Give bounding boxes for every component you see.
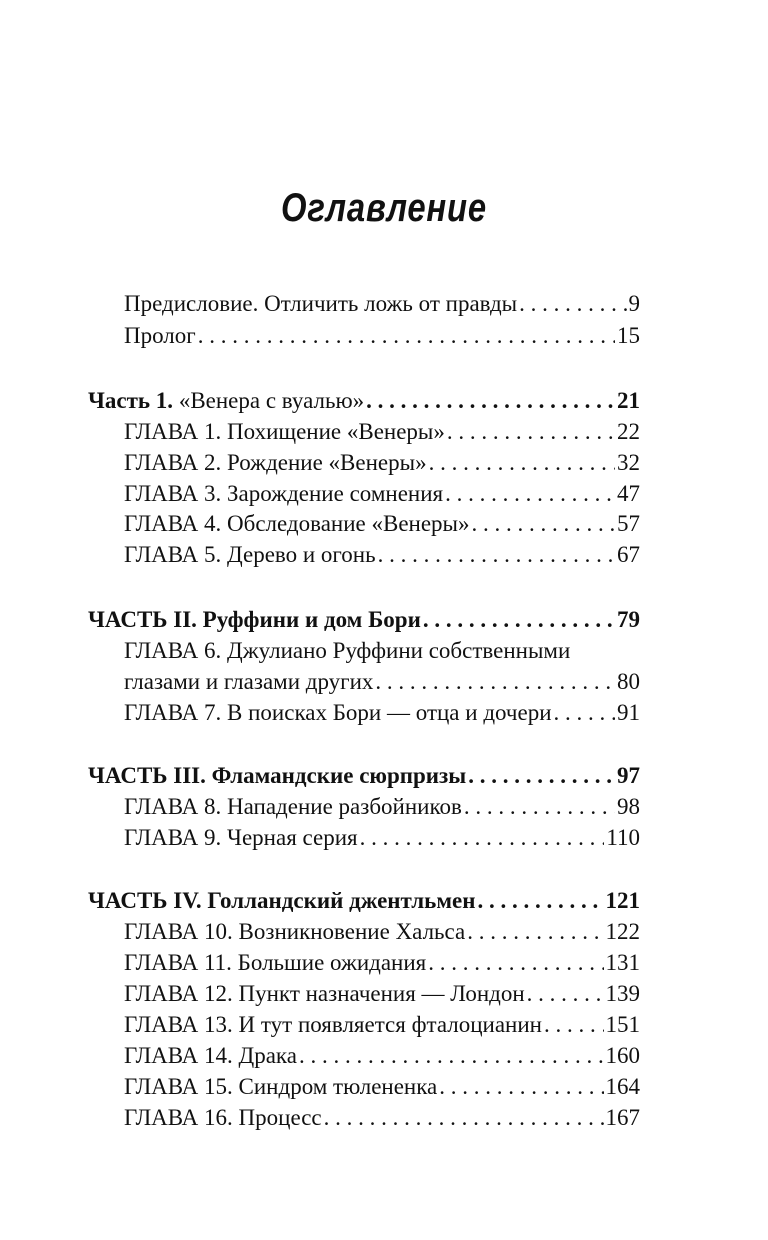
leader-dots (324, 1103, 604, 1133)
toc-entry-label: ГЛАВА 3. Зарождение сомнения (124, 481, 444, 506)
part-name: Фламандские сюрпризы (211, 763, 467, 788)
toc-part-1[interactable] (88, 386, 640, 416)
toc-entry-label-continued: глазами и глазами других (124, 669, 374, 694)
toc-page-number: 9 (628, 291, 640, 316)
toc-chapter-9[interactable] (124, 823, 640, 853)
leader-dots (554, 698, 615, 728)
leader-dots (429, 448, 615, 478)
toc-entry-label: ГЛАВА 16. Процесс (124, 1105, 322, 1130)
leader-dots (467, 917, 603, 947)
leader-dots (299, 1041, 604, 1071)
toc-chapter-5[interactable] (124, 540, 640, 570)
leader-dots (378, 540, 615, 570)
toc-part-label (88, 886, 475, 916)
toc-page-number: 21 (617, 388, 640, 413)
toc-entry-label: ГЛАВА 13. И тут появляется фталоцианин (124, 1012, 542, 1037)
toc-chapter-16[interactable] (124, 1103, 640, 1133)
toc-entry-label: ГЛАВА 1. Похищение «Венеры» (124, 419, 445, 444)
leader-dots (366, 386, 615, 416)
toc-page-number: 15 (617, 323, 640, 348)
toc-part-label (88, 761, 466, 791)
leader-dots (527, 979, 604, 1009)
toc-part-3[interactable] (88, 761, 640, 791)
toc-page-number: 80 (617, 669, 640, 694)
toc-chapter-10[interactable] (124, 917, 640, 947)
toc-entry-label: Пролог (124, 323, 196, 348)
part-prefix: ЧАСТЬ III. (88, 763, 206, 788)
toc-entry-label: ГЛАВА 2. Рождение «Венеры» (124, 450, 427, 475)
toc-page-number: 91 (617, 700, 640, 725)
leader-dots (360, 823, 605, 853)
toc-page-number: 47 (617, 481, 640, 506)
leader-dots (544, 1010, 604, 1040)
leader-dots (445, 479, 615, 509)
page-title: Оглавление (281, 186, 487, 230)
toc-entry-label: ГЛАВА 9. Черная серия (124, 825, 358, 850)
toc-chapter-13[interactable] (124, 1010, 640, 1040)
toc-chapter-11[interactable] (124, 948, 640, 978)
toc-part-label (88, 605, 421, 635)
leader-dots (464, 792, 615, 822)
toc-page-number: 110 (606, 825, 640, 850)
toc-page-number: 122 (605, 919, 640, 944)
leader-dots (428, 948, 603, 978)
toc-chapter-14[interactable] (124, 1041, 640, 1071)
toc-entry-label: ГЛАВА 14. Драка (124, 1043, 297, 1068)
leader-dots (198, 321, 615, 351)
leader-dots (447, 417, 615, 447)
leader-dots (472, 509, 616, 539)
toc-page-number: 32 (617, 450, 640, 475)
leader-dots (375, 667, 615, 697)
toc-chapter-15[interactable] (124, 1072, 640, 1102)
toc-chapter-4[interactable] (124, 509, 640, 539)
toc-entry-label: ГЛАВА 15. Синдром тюлененка (124, 1074, 438, 1099)
toc-page-number: 131 (605, 950, 640, 975)
toc-page-number: 151 (605, 1012, 640, 1037)
toc-chapter-3[interactable] (124, 479, 640, 509)
toc-page-number: 160 (605, 1043, 640, 1068)
part-name: Голландский джентльмен (207, 888, 476, 913)
leader-dots (477, 886, 603, 916)
toc-chapter-7[interactable] (124, 698, 640, 728)
toc-chapter-8[interactable] (124, 792, 640, 822)
toc-part-label (88, 386, 364, 416)
leader-dots (468, 761, 615, 791)
toc-page-number: 22 (617, 419, 640, 444)
toc-page-number: 139 (605, 981, 640, 1006)
toc-entry-label: ГЛАВА 11. Большие ожидания (124, 950, 427, 975)
toc-chapter-6-line-2[interactable] (124, 667, 640, 697)
toc-entry-label: Предисловие. Отличить ложь от правды (124, 291, 518, 316)
leader-dots (439, 1072, 603, 1102)
part-name: Руффини и дом Бори (202, 607, 421, 632)
toc-entry-prologue[interactable] (124, 321, 640, 351)
toc-entry-label: ГЛАВА 8. Нападение разбойников (124, 794, 462, 819)
toc-page-number: 67 (617, 542, 640, 567)
toc-entry-label: ГЛАВА 7. В поисках Бори — отца и дочери (124, 700, 552, 725)
toc-page-number: 98 (617, 794, 640, 819)
part-name: «Венера с вуалью» (178, 388, 365, 413)
toc-entry-preface[interactable] (124, 289, 640, 319)
toc-page-number: 164 (605, 1074, 640, 1099)
toc-part-2[interactable] (88, 605, 640, 635)
toc-page-number: 121 (605, 888, 640, 913)
toc-page-number: 79 (617, 607, 640, 632)
toc-entry-label: ГЛАВА 10. Возникновение Хальса (124, 919, 466, 944)
toc-chapter-2[interactable] (124, 448, 640, 478)
toc-page-number: 167 (605, 1105, 640, 1130)
toc-chapter-12[interactable] (124, 979, 640, 1009)
toc-entry-label: ГЛАВА 12. Пункт назначения — Лондон (124, 981, 525, 1006)
toc-entry-label: ГЛАВА 4. Обследование «Венеры» (124, 511, 470, 536)
leader-dots (519, 289, 626, 319)
toc-part-4[interactable] (88, 886, 640, 916)
toc-page-number: 57 (617, 511, 640, 536)
toc-entry-label: ГЛАВА 5. Дерево и огонь (124, 542, 376, 567)
part-prefix: Часть 1. (88, 388, 174, 413)
part-prefix: ЧАСТЬ IV. (88, 888, 202, 913)
toc-entry-label: ГЛАВА 6. Джулиано Руффини собственными (124, 638, 571, 663)
toc-page-number: 97 (617, 763, 640, 788)
toc-chapter-6-line-1[interactable] (124, 636, 640, 666)
part-prefix: ЧАСТЬ II. (88, 607, 197, 632)
leader-dots (423, 605, 615, 635)
toc-chapter-1[interactable] (124, 417, 640, 447)
